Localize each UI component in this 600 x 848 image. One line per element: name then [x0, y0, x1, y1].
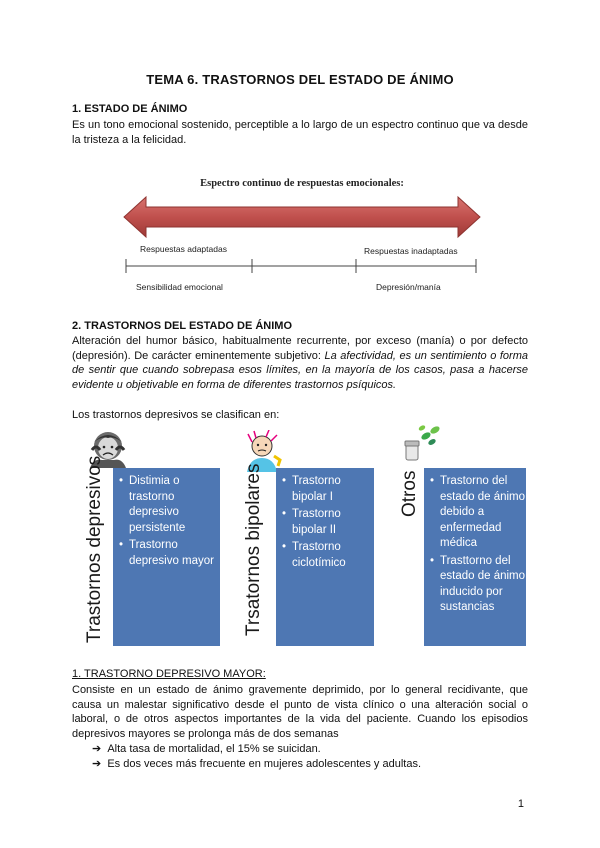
spectrum-left-top-label: Respuestas adaptadas: [140, 244, 227, 254]
section-text-trastornos: [72, 334, 528, 392]
spectrum-figure: [122, 178, 482, 300]
section-heading-estado-animo: 1. ESTADO DE ÁNIMO: [72, 103, 188, 115]
arrow-right-icon: ➔: [92, 758, 102, 770]
pills-icon: [398, 422, 444, 466]
page-title: TEMA 6. TRASTORNOS DEL ESTADO DE ÁNIMO: [146, 72, 454, 87]
list-item: ➔ Es dos veces más frecuente en mujeres adolescentes y adultas.: [92, 758, 422, 770]
trastornos-text-italic: La afectividad, es un sentimiento o forma de sentir que cuando sobrepasa esos límites, en la mayoría de los casos, pasa a hacerse evidente u objetivable en forma de diferentes trastornos psíquicos.: [72, 349, 528, 391]
section-heading-trastornos: 2. TRASTORNOS DEL ESTADO DE ÁNIMO: [72, 320, 293, 332]
classify-intro: Los trastornos depresivos se clasifican en:: [72, 409, 280, 421]
page-number: 1: [517, 798, 524, 810]
column-label-bipolares: Trsatornos bipolares: [243, 463, 264, 636]
list-item: • Trastorno ciclotímico: [282, 540, 372, 571]
spectrum-left-bottom-label: Sensibilidad emocional: [136, 282, 223, 292]
section-text-depresivo-mayor: Consiste en un estado de ánimo gravemente deprimido, por lo general recidivante, que causa un malestar significativo desde el punto de vista clínico o una alteración social o laboral, o de otros aspectos importantes de la vida del paciente. Cuando los episodios depresivos mayores se prolonga más de dos semanas: [72, 684, 528, 740]
list-item: • Trasttorno del estado de ánimo inducido por sustancias: [430, 554, 526, 616]
spectrum-scale-line: [122, 258, 482, 274]
section-text-estado-animo: Es un tono emocional sostenido, perceptible a lo largo de un espectro continuo que va desde la tristeza a la felicidad.: [72, 119, 528, 146]
double-arrow-icon: [122, 192, 482, 242]
column-label-otros: Otros: [399, 470, 420, 517]
arrow-right-icon: ➔: [92, 743, 102, 755]
trastornos-text-plain: Alteración del humor básico, habitualmente recurrente, por exceso (manía) o por defecto (depresión). De carácter eminentemente subjetivo:: [72, 335, 528, 362]
spectrum-right-top-label: Respuestas inadaptadas: [364, 246, 458, 256]
column-list-depresivos: [119, 474, 217, 571]
spectrum-right-bottom-label: Depresión/manía: [376, 282, 441, 292]
section-heading-depresivo-mayor: 1. TRASTORNO DEPRESIVO MAYOR:: [72, 668, 266, 680]
column-list-otros: [430, 474, 526, 618]
bullet-list: [92, 742, 421, 772]
spectrum-title: Espectro continuo de respuestas emocionales:: [200, 178, 404, 189]
list-item: • Trastorno bipolar II: [282, 507, 372, 538]
column-list-bipolares: [282, 474, 372, 573]
list-item: • Distimia o trastorno depresivo persistente: [119, 474, 217, 536]
list-item: • Trastorno del estado de ánimo debido a enfermedad médica: [430, 474, 526, 552]
list-item: ➔ Alta tasa de mortalidad, el 15% se suicidan.: [92, 743, 321, 755]
list-item: • Trastorno depresivo mayor: [119, 538, 217, 569]
list-item: • Trastorno bipolar I: [282, 474, 372, 505]
column-label-depresivos: Trastornos depresivos: [84, 455, 105, 643]
